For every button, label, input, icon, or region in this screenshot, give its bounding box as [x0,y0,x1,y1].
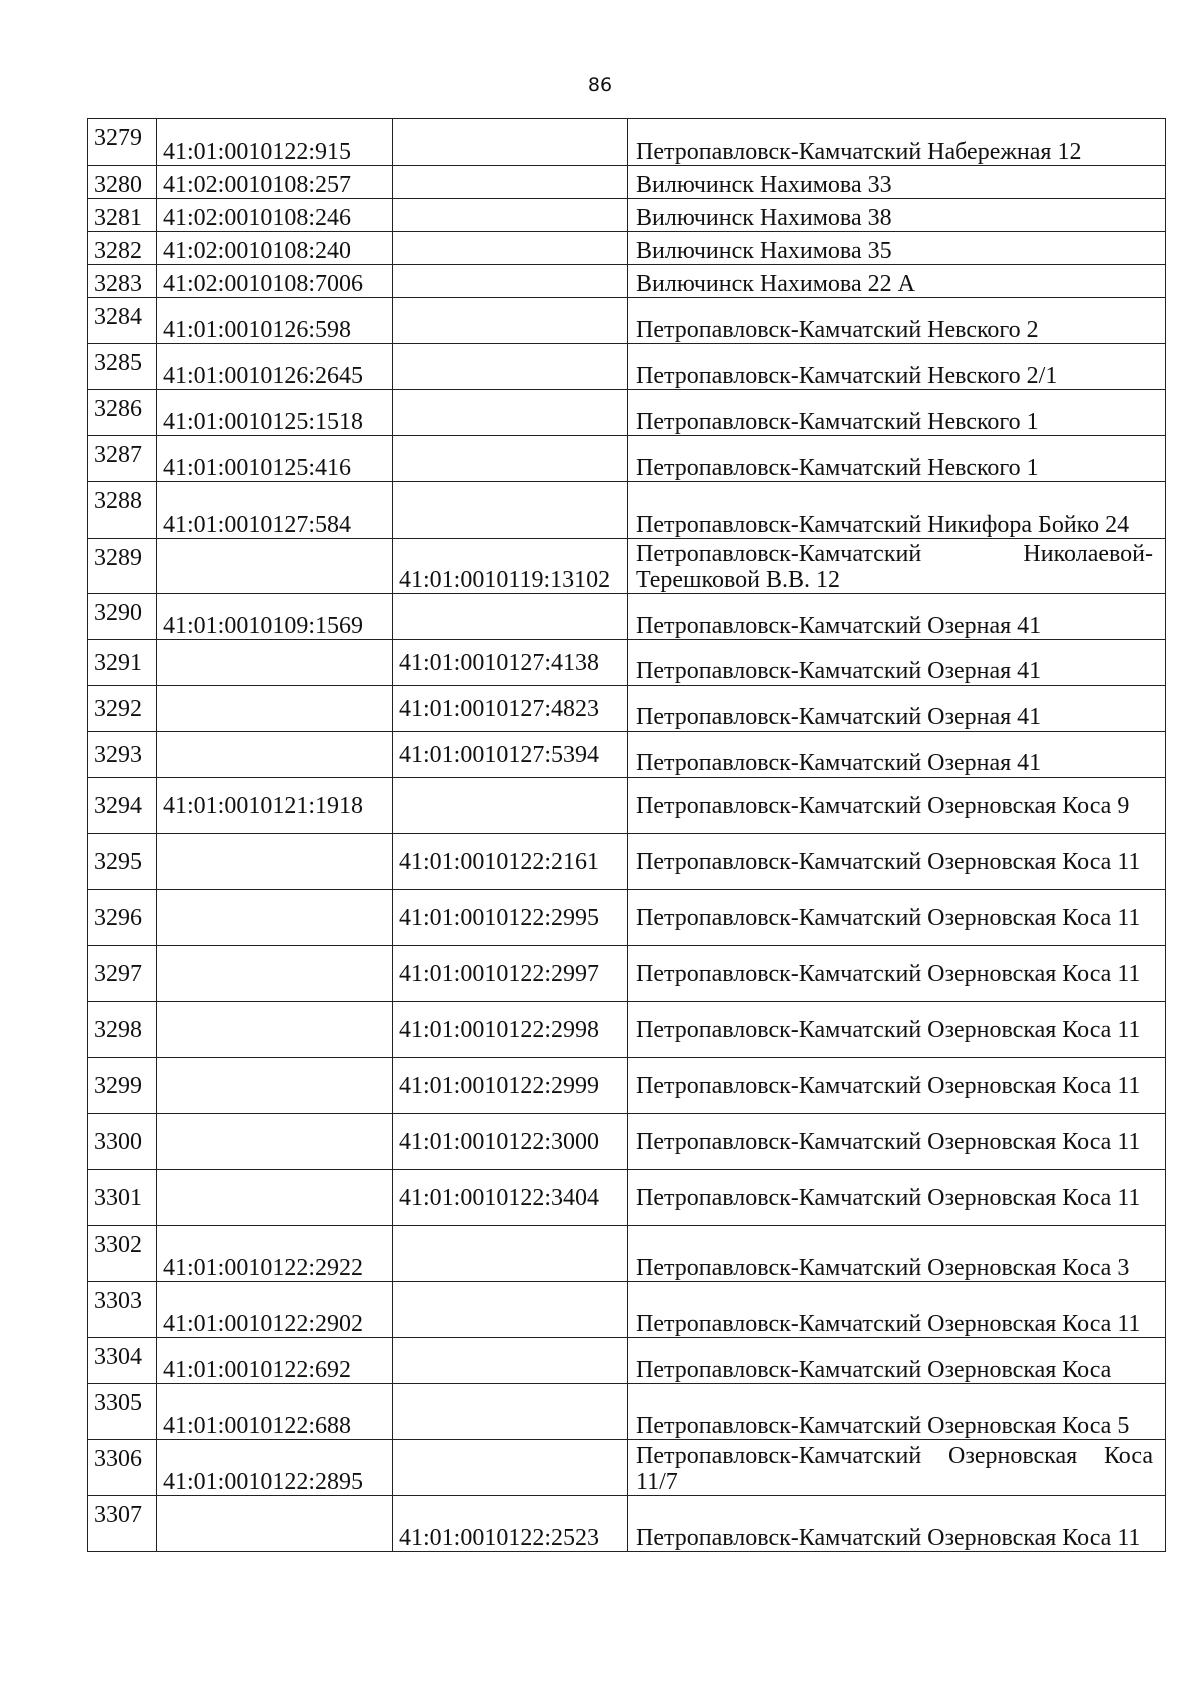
cadastral-number-alt-cell [393,199,628,232]
table-row [88,390,1166,436]
address-cell: Петропавловск-Камчатский Озерная 41 [628,640,1166,686]
row-number-cell: 3307 [88,1496,157,1552]
cadastral-number-alt-cell [393,1226,628,1282]
page-number: 86 [587,74,613,96]
table-row [88,344,1166,390]
address-cell: Петропавловск-Камчатский Невского 2 [628,298,1166,344]
cadastral-number-cell [157,1114,393,1170]
cadastral-number-alt-cell [393,436,628,482]
cadastral-number-cell: 41:02:0010108:240 [157,232,393,265]
cadastral-number-cell [157,686,393,732]
row-number-cell: 3306 [88,1440,157,1496]
cadastral-number-alt-cell [393,1440,628,1496]
row-number-cell: 3302 [88,1226,157,1282]
cadastral-number-alt-cell: 41:01:0010122:3000 [393,1114,628,1170]
cadastral-number-alt-cell [393,1282,628,1338]
table-row [88,1226,1166,1282]
table-row [88,1170,1166,1226]
cadastral-number-alt-cell [393,1384,628,1440]
address-cell: Петропавловск-Камчатский Набережная 12 [628,119,1166,166]
cadastral-number-cell [157,732,393,778]
cadastral-number-alt-cell [393,594,628,640]
row-number-cell: 3293 [88,732,157,778]
row-number-cell: 3280 [88,166,157,199]
cadastral-number-cell: 41:01:0010122:692 [157,1338,393,1384]
table-row [88,890,1166,946]
row-number-cell: 3305 [88,1384,157,1440]
address-cell: Петропавловск-Камчатский Озерновская Коса 11 [628,890,1166,946]
row-number-cell: 3300 [88,1114,157,1170]
cadastral-number-alt-cell: 41:01:0010122:2995 [393,890,628,946]
row-number-cell: 3288 [88,482,157,539]
row-number-cell: 3299 [88,1058,157,1114]
row-number-cell: 3303 [88,1282,157,1338]
registry-table [87,118,1166,1552]
address-cell: Петропавловск-Камчатский Николаевой-Терешковой В.В. 12 [628,539,1166,594]
table-row [88,119,1166,166]
cadastral-number-alt-cell: 41:01:0010122:2997 [393,946,628,1002]
table-row [88,1496,1166,1552]
cadastral-number-cell: 41:01:0010127:584 [157,482,393,539]
cadastral-number-cell: 41:02:0010108:7006 [157,265,393,298]
cadastral-number-alt-cell [393,390,628,436]
row-number-cell: 3279 [88,119,157,166]
cadastral-number-cell: 41:02:0010108:257 [157,166,393,199]
table-row [88,1384,1166,1440]
cadastral-number-cell: 41:01:0010122:915 [157,119,393,166]
cadastral-number-cell: 41:01:0010126:598 [157,298,393,344]
row-number-cell: 3281 [88,199,157,232]
table-row [88,1282,1166,1338]
row-number-cell: 3296 [88,890,157,946]
address-cell: Петропавловск-Камчатский Озерновская Коса 11 [628,1282,1166,1338]
cadastral-number-cell [157,1058,393,1114]
address-cell: Вилючинск Нахимова 33 [628,166,1166,199]
cadastral-number-alt-cell [393,265,628,298]
table-row [88,732,1166,778]
cadastral-number-cell [157,1002,393,1058]
row-number-cell: 3289 [88,539,157,594]
cadastral-number-alt-cell: 41:01:0010122:2523 [393,1496,628,1552]
cadastral-number-alt-cell [393,1338,628,1384]
row-number-cell: 3295 [88,834,157,890]
table-row [88,1002,1166,1058]
address-cell: Вилючинск Нахимова 35 [628,232,1166,265]
table-row [88,1058,1166,1114]
address-cell: Петропавловск-Камчатский Озерновская Коса 11 [628,946,1166,1002]
address-cell: Петропавловск-Камчатский Озерновская Коса 11/7 [628,1440,1166,1496]
row-number-cell: 3298 [88,1002,157,1058]
cadastral-number-alt-cell [393,344,628,390]
address-cell: Петропавловск-Камчатский Невского 1 [628,436,1166,482]
table-row [88,1440,1166,1496]
table-row [88,778,1166,834]
cadastral-number-cell: 41:01:0010125:1518 [157,390,393,436]
address-cell: Петропавловск-Камчатский Озерновская Коса 11 [628,1058,1166,1114]
row-number-cell: 3291 [88,640,157,686]
table-row [88,640,1166,686]
cadastral-number-alt-cell: 41:01:0010119:13102 [393,539,628,594]
address-cell: Петропавловск-Камчатский Невского 2/1 [628,344,1166,390]
row-number-cell: 3290 [88,594,157,640]
cadastral-number-cell: 41:01:0010109:1569 [157,594,393,640]
table-row [88,539,1166,594]
cadastral-number-alt-cell: 41:01:0010122:3404 [393,1170,628,1226]
table-row [88,232,1166,265]
row-number-cell: 3284 [88,298,157,344]
cadastral-number-alt-cell [393,166,628,199]
address-cell: Вилючинск Нахимова 22 А [628,265,1166,298]
cadastral-number-alt-cell: 41:01:0010127:4823 [393,686,628,732]
table-row [88,1114,1166,1170]
cadastral-number-cell [157,834,393,890]
cadastral-number-alt-cell [393,482,628,539]
row-number-cell: 3285 [88,344,157,390]
cadastral-number-cell: 41:01:0010122:688 [157,1384,393,1440]
cadastral-number-alt-cell: 41:01:0010127:4138 [393,640,628,686]
registry-table-body [88,119,1166,1552]
cadastral-number-alt-cell [393,298,628,344]
row-number-cell: 3294 [88,778,157,834]
cadastral-number-alt-cell [393,232,628,265]
table-row [88,436,1166,482]
address-cell: Петропавловск-Камчатский Озерновская Коса [628,1338,1166,1384]
cadastral-number-alt-cell: 41:01:0010122:2161 [393,834,628,890]
address-cell: Петропавловск-Камчатский Невского 1 [628,390,1166,436]
address-cell: Петропавловск-Камчатский Озерновская Коса 5 [628,1384,1166,1440]
cadastral-number-cell: 41:01:0010121:1918 [157,778,393,834]
table-row [88,199,1166,232]
address-cell: Петропавловск-Камчатский Озерная 41 [628,732,1166,778]
table-row [88,265,1166,298]
cadastral-number-cell [157,539,393,594]
row-number-cell: 3286 [88,390,157,436]
cadastral-number-cell: 41:01:0010122:2902 [157,1282,393,1338]
address-cell: Петропавловск-Камчатский Озерная 41 [628,594,1166,640]
table-row [88,946,1166,1002]
address-cell: Петропавловск-Камчатский Озерная 41 [628,686,1166,732]
address-cell: Петропавловск-Камчатский Озерновская Коса 11 [628,1002,1166,1058]
table-row [88,834,1166,890]
cadastral-number-alt-cell: 41:01:0010122:2999 [393,1058,628,1114]
table-row [88,1338,1166,1384]
cadastral-number-cell [157,1170,393,1226]
cadastral-number-alt-cell [393,778,628,834]
table-row [88,298,1166,344]
cadastral-number-cell: 41:01:0010125:416 [157,436,393,482]
address-cell: Петропавловск-Камчатский Озерновская Коса 3 [628,1226,1166,1282]
table-row [88,594,1166,640]
cadastral-number-cell: 41:01:0010126:2645 [157,344,393,390]
cadastral-number-cell: 41:01:0010122:2922 [157,1226,393,1282]
cadastral-number-cell [157,640,393,686]
address-cell: Петропавловск-Камчатский Озерновская Коса 11 [628,834,1166,890]
cadastral-number-alt-cell [393,119,628,166]
cadastral-number-cell: 41:01:0010122:2895 [157,1440,393,1496]
table-row [88,166,1166,199]
row-number-cell: 3282 [88,232,157,265]
row-number-cell: 3287 [88,436,157,482]
row-number-cell: 3297 [88,946,157,1002]
cadastral-number-cell [157,1496,393,1552]
cadastral-number-cell: 41:02:0010108:246 [157,199,393,232]
address-cell: Петропавловск-Камчатский Озерновская Коса 11 [628,1114,1166,1170]
table-row [88,482,1166,539]
row-number-cell: 3301 [88,1170,157,1226]
cadastral-number-alt-cell: 41:01:0010127:5394 [393,732,628,778]
cadastral-number-alt-cell: 41:01:0010122:2998 [393,1002,628,1058]
address-cell: Петропавловск-Камчатский Озерновская Коса 11 [628,1170,1166,1226]
cadastral-number-cell [157,946,393,1002]
cadastral-number-cell [157,890,393,946]
address-cell: Петропавловск-Камчатский Озерновская Коса 11 [628,1496,1166,1552]
row-number-cell: 3304 [88,1338,157,1384]
address-cell: Петропавловск-Камчатский Озерновская Коса 9 [628,778,1166,834]
address-cell: Петропавловск-Камчатский Никифора Бойко 24 [628,482,1166,539]
address-cell: Вилючинск Нахимова 38 [628,199,1166,232]
table-row [88,686,1166,732]
row-number-cell: 3292 [88,686,157,732]
row-number-cell: 3283 [88,265,157,298]
